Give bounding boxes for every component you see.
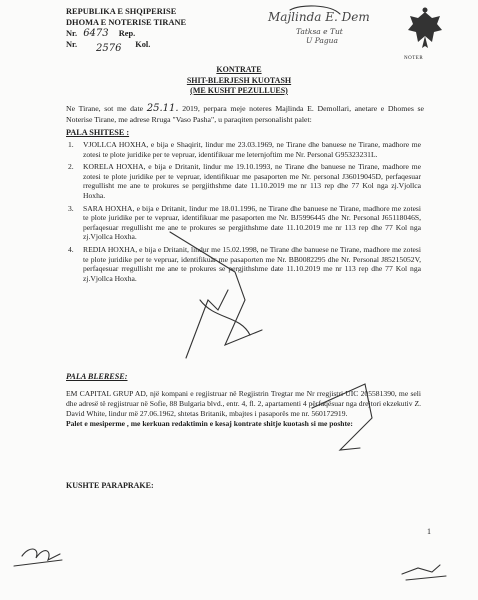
signature-stroke <box>14 560 62 566</box>
rep-number-handwritten: 6473 <box>83 28 109 39</box>
list-item: 4. REDIA HOXHA, e bija e Dritanit, lindur me 15.02.1998, ne Tirane dhe banuese ne Tirane, madhore me zotesi te plote juridike per te vepruar, identifikuar me pasaporten me Nr. BB0082295 dhe Nr. Personal J85215052V, perfaqesuar rregullisht me ane te prokures se pergjithshme date 11.10.2019 me nr 113 rep dhe 77 Kol nga zj.Vjollca Hoxha. <box>68 244 421 283</box>
header-rep-number: Nr. 6473 Rep. <box>66 28 136 39</box>
list-item: 1. VJOLLCA HOXHA, e bija e Shaqirit, lindur me 23.03.1969, ne Tirane dhe banuese ne Tirane, madhore me zotesi te plote juridike per te vepruar, identifikuar me leternjoftim me Nr. Personal G95323231L. <box>68 140 421 159</box>
signature-stroke <box>170 232 262 345</box>
signature-stroke <box>186 290 228 358</box>
title-line2: SHIT-BLERJESH KUOTASH <box>186 75 292 85</box>
stamp-notary-name: Majlinda E. Dem <box>268 10 370 24</box>
kol-number-handwritten: 2576 <box>96 43 122 54</box>
conditions-heading: KUSHTE PARAPRAKE: <box>66 481 154 490</box>
title-line1: KONTRATE <box>216 65 262 74</box>
list-item: 2. KORELA HOXHA, e bija e Dritanit, lindur me 19.10.1993, ne Tirane dhe banuese ne Tirane, madhore me zotesi te plote juridike per te vepruar, identifikuar me pasaporten me Nr. personal J36019045D, perfaqesuar rregullisht me ane te prokures se pergjithshme date 11.10.2019 me nr 113 rep dhe 77 Kol nga zj.Vjollca Hoxha. <box>68 162 421 200</box>
list-item: 3. SARA HOXHA, e bija e Dritanit, lindur me 18.01.1996, ne Tirane dhe banuese ne Tirane, madhore me zotesi te plote juridike per te vepruar, identifikuar me pasaporten me Nr. BJ5996445 dhe Nr. Personal J65118046S, perfaqesuar rregullisht me ane te prokures se pergjithshme date 11.10.2019 me nr 113 rep dhe 77 Kol nga zj.Vjollca Hoxha. <box>68 203 421 242</box>
sellers-heading: PALA SHITESE : <box>66 128 130 137</box>
closing-text: Palet e mesiperme , me kerkuan redaktimin e kesaj kontrate shitje kuotash si me poshte: <box>66 419 353 428</box>
stamp-paid: U Pagua <box>306 36 338 45</box>
header-chamber: DHOMA E NOTERISE TIRANE <box>66 18 187 27</box>
buyers-heading: PALA BLERESE: <box>66 372 128 381</box>
signature-stroke <box>406 576 446 580</box>
stamp-line2: Tatksa e Tut <box>296 27 343 36</box>
handwritten-date: 25.11. <box>146 103 179 114</box>
buyer-text: EM CAPITAL GRUP AD, një kompani e regjistruar në Regjistrin Tregtar me Nr rregjistri UIC 205581390, me seli dhe adresë të regjistruar në Sofie, 88 Bulgaria blvd., entr. 4, fl. 2, apartamenti 4 përfaqësuar nga drejtori ekzekutiv Z. David White, lindur më 27.06.1962, shtetas Britanik, mbajtes i pasaporës me nr. 560172919. <box>66 389 421 418</box>
title-line3: (ME KUSHT PEZULLUES) <box>190 86 288 95</box>
intro-paragraph: Ne Tirane, sot me date 25.11. 2019, perpara meje noteres Majlinda E. Demollari, anetare e Dhomes se Noterise Tirane, me adrese Rruga "Vaso Pasha", u paraqiten personalisht palet: <box>66 103 424 124</box>
signature-stroke <box>22 549 60 560</box>
seal-label: NOTER <box>404 56 424 61</box>
header-republic: REPUBLIKA E SHQIPERISE <box>66 7 177 16</box>
signature-stroke <box>402 565 440 574</box>
signature-stroke <box>312 384 372 450</box>
page-number: 1 <box>427 527 431 536</box>
header-kol-number: Nr. Kol. <box>66 40 151 49</box>
signature-stroke <box>290 6 340 14</box>
